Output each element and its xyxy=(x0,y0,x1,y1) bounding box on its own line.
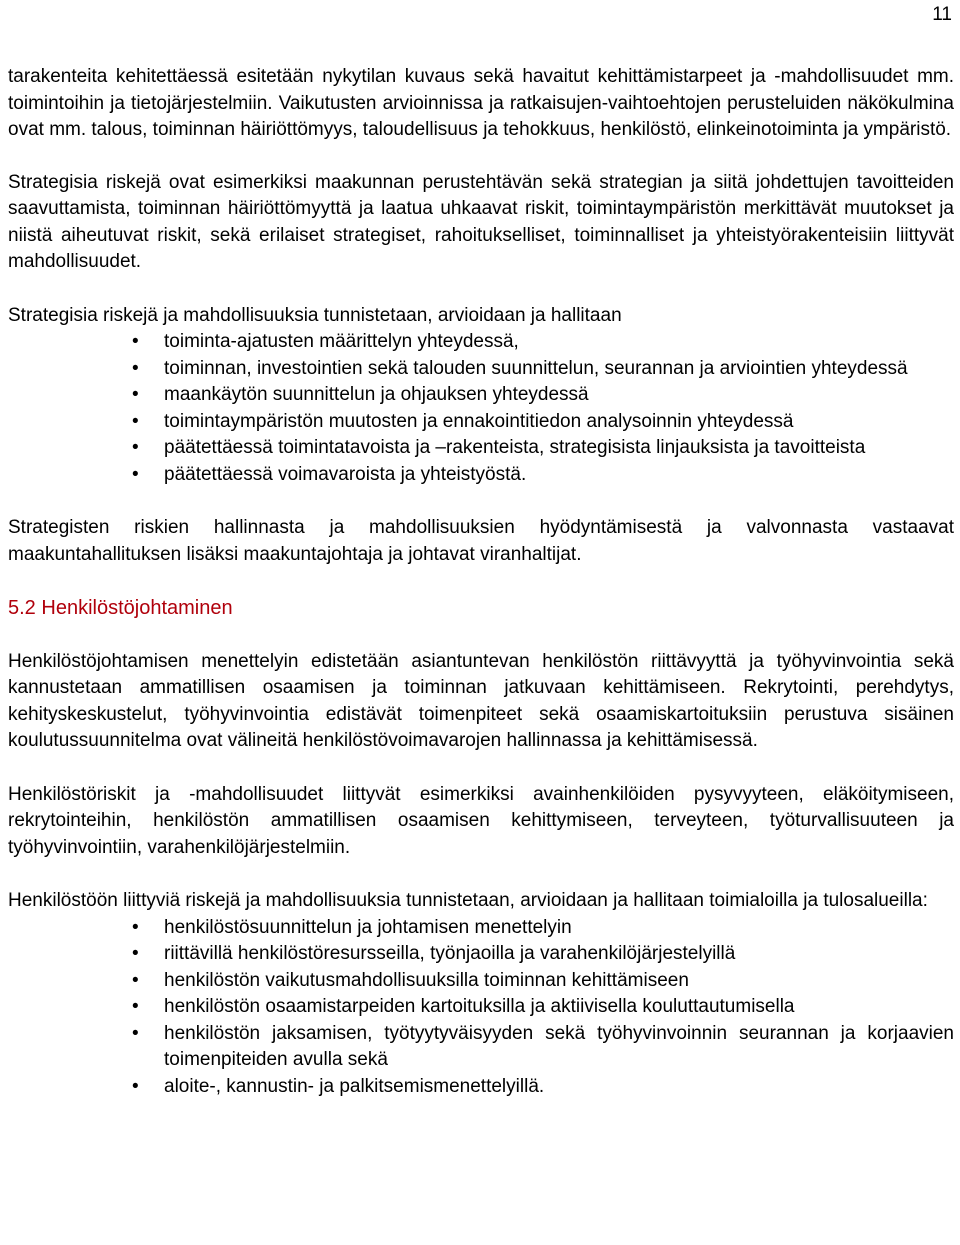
section-heading xyxy=(8,595,954,622)
list-item xyxy=(8,382,954,409)
list-item xyxy=(8,462,954,489)
bullet-icon: • xyxy=(132,1022,139,1044)
list-item-text: henkilöstön osaamistarpeiden kartoituksilla ja aktiivisella kouluttautumisella xyxy=(164,996,795,1017)
section-number: 5.2 xyxy=(8,597,36,619)
list-item xyxy=(8,356,954,383)
list-item-text: toiminnan, investointien sekä talouden suunnittelun, seurannan ja arviointien yhteydessä xyxy=(164,357,908,379)
list-item-text: henkilöstön vaikutusmahdollisuuksilla toiminnan kehittämiseen xyxy=(164,969,689,991)
list-item-text: päätettäessä voimavaroista ja yhteistyöstä. xyxy=(164,463,527,485)
paragraph-hr-risks: Henkilöstöriskit ja -mahdollisuudet liittyvät esimerkiksi avainhenkilöiden pysyvyyteen, eläköitymiseen, rekrytointeihin, henkilöstön ammatillisen osaamisen kehittymiseen, terveyteen, työturvallisuuteen ja työhyvinvointiin, varahenkilöjärjestelmiin. xyxy=(8,783,954,858)
paragraph-strategic-risks-definition: Strategisia riskejä ovat esimerkiksi maakunnan perustehtävän sekä strategian ja siitä johdettujen tavoitteiden saavuttamista, toiminnan häiriöttömyyttä ja laatua uhkaavat riskit, toimintaympäristön merkittävät muutokset ja niistä aiheutuvat riskit, sekä erilaiset strategiset, rahoitukselliset, toiminnalliset ja yhteistyörakenteisiin liittyvät mahdollisuudet. xyxy=(8,171,954,272)
list-item xyxy=(8,994,954,1021)
paragraph-strategic-risk-responsibility: Strategisten riskien hallinnasta ja mahdollisuuksien hyödyntämisestä ja valvonnasta vastaavat maakuntahallituksen lisäksi maakuntajohtaja ja johtavat viranhaltijat. xyxy=(8,517,954,565)
list-item xyxy=(8,1021,954,1074)
section-title: Henkilöstöjohtaminen xyxy=(41,597,233,619)
bullet-icon: • xyxy=(132,969,139,991)
hr-risks-list xyxy=(8,915,954,1101)
list-item-text: toiminta-ajatusten määrittelyn yhteydessä, xyxy=(164,331,519,352)
list-item-text: aloite-, kannustin- ja palkitsemismenettelyillä. xyxy=(164,1075,545,1097)
bullet-icon: • xyxy=(132,916,139,938)
bullet-icon: • xyxy=(132,384,139,405)
list-item-text: henkilöstön jaksamisen, työtyytyväisyyden sekä työhyvinvoinnin seurannan ja korjaavien toimenpiteiden avulla sekä xyxy=(164,1022,954,1070)
bullet-icon: • xyxy=(132,1075,139,1097)
bullet-icon: • xyxy=(132,943,139,964)
list-item-text: päätettäessä toimintatavoista ja –rakenteista, strategisista linjauksista ja tavoitteista xyxy=(164,437,866,458)
list-item xyxy=(8,435,954,462)
list-item-text: riittävillä henkilöstöresursseilla, työnjaoilla ja varahenkilöjärjestelyillä xyxy=(164,943,736,964)
paragraph-organization-structures: tarakenteita kehitettäessä esitetään nykytilan kuvaus sekä havaitut kehittämistarpeet ja -mahdollisuudet mm. toimintoihin ja tietojärjestelmiin. Vaikutusten arvioinnissa ja ratkaisujen-vaihtoehtojen perusteluiden näkökulmina ovat mm. talous, toiminnan häiriöttömyys, taloudellisuus ja tehokkuus, henkilöstö, elinkeinotoiminta ja ympäristö. xyxy=(8,66,954,140)
strategic-risks-list xyxy=(8,329,954,488)
bullet-icon: • xyxy=(132,357,139,379)
list-item-text: maankäytön suunnittelun ja ohjauksen yhteydessä xyxy=(164,384,589,405)
document-body xyxy=(8,64,954,1100)
page-number: 11 xyxy=(932,4,952,25)
list-item xyxy=(8,329,954,356)
list-item xyxy=(8,409,954,436)
paragraph-hr-management: Henkilöstöjohtamisen menettelyin edistetään asiantuntevan henkilöstön riittävyyttä ja työhyvinvointia sekä kannustetaan ammatillisen osaamisen ja toiminnan jatkuvaan kehittämiseen. Rekrytointi, perehdytys, kehityskeskustelut, työhyvinvointia edistävät toimenpiteet sekä osaamiskartoituksiin perustuva sisäinen koulutussuunnitelma ovat välineitä henkilöstövoimavarojen hallinnassa ja kehittämisessä. xyxy=(8,650,954,751)
list-item xyxy=(8,941,954,968)
list-item-text: henkilöstösuunnittelun ja johtamisen menettelyin xyxy=(164,916,572,938)
bullet-icon: • xyxy=(132,463,139,485)
list-item xyxy=(8,968,954,995)
bullet-icon: • xyxy=(132,410,139,432)
list-item xyxy=(8,915,954,942)
bullet-icon: • xyxy=(132,331,139,352)
paragraph-hr-risks-intro: Henkilöstöön liittyviä riskejä ja mahdollisuuksia tunnistetaan, arvioidaan ja hallitaan toimialoilla ja tulosalueilla: xyxy=(8,890,928,911)
bullet-icon: • xyxy=(132,437,139,458)
bullet-icon: • xyxy=(132,996,139,1017)
list-item-text: toimintaympäristön muutosten ja ennakointitiedon analysoinnin yhteydessä xyxy=(164,410,794,432)
paragraph-strategic-risks-intro: Strategisia riskejä ja mahdollisuuksia tunnistetaan, arvioidaan ja hallitaan xyxy=(8,304,622,326)
list-item xyxy=(8,1074,954,1101)
